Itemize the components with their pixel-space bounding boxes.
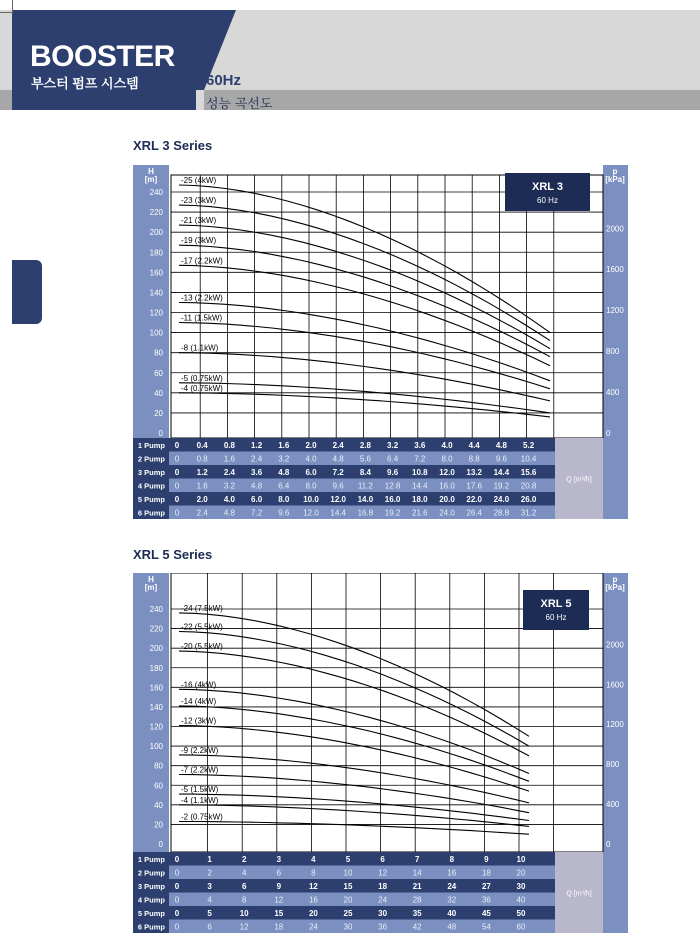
xrl3-y-tick: 220 xyxy=(149,208,163,218)
xrl5-q-value: 18 xyxy=(378,882,388,891)
xrl3-q-value: 12.0 xyxy=(303,508,319,518)
xrl5-pump-label: 1 Pump xyxy=(137,855,165,864)
xrl3-q-value: 18.0 xyxy=(412,495,428,504)
xrl5-curve-label: -12 (3kW) xyxy=(181,716,217,726)
xrl5-pump-label: 5 Pump xyxy=(137,909,165,918)
xrl3-q-value: 2.8 xyxy=(359,441,371,450)
xrl5-q-value: 24 xyxy=(447,882,457,891)
xrl3-q-value: 19.2 xyxy=(493,481,510,491)
xrl3-curve-label: -23 (3kW) xyxy=(181,196,217,206)
xrl3-q-value: 19.2 xyxy=(384,508,401,518)
xrl5-curve-label: -24 (7.5kW) xyxy=(181,603,223,613)
xrl3-q-value: 4.8 xyxy=(332,454,344,464)
xrl3-q-value: 1.6 xyxy=(196,481,208,491)
xrl3-q-value: 4.8 xyxy=(278,468,290,477)
xrl5-q-value: 27 xyxy=(481,882,491,891)
xrl5-p-tick: 2000 xyxy=(606,640,624,650)
xrl3-q-value: 14.4 xyxy=(412,481,428,491)
xrl3-q-value: 8.0 xyxy=(278,495,290,504)
xrl3-y-tick: 40 xyxy=(154,388,163,398)
header-white-gap xyxy=(196,90,204,110)
xrl5-q-value: 12 xyxy=(239,922,249,932)
xrl5-q-value: 14 xyxy=(412,868,422,878)
xrl3-q-value: 4.0 xyxy=(305,454,317,464)
xrl5-row-band xyxy=(169,893,555,907)
xrl3-p-unit: p xyxy=(612,167,618,176)
xrl5-q-value: 4 xyxy=(207,895,212,905)
xrl5-q-value: 48 xyxy=(447,922,457,932)
xrl5-q-value: 20 xyxy=(308,909,318,918)
xrl3-q-value: 9.6 xyxy=(495,454,507,464)
xrl3-y-tick: 20 xyxy=(154,408,163,418)
xrl5-row-band xyxy=(169,866,555,880)
xrl5-q-value: 2 xyxy=(207,868,212,878)
xrl3-q-value: 16.0 xyxy=(439,481,455,491)
xrl5-q-value: 18 xyxy=(274,922,284,932)
xrl5-q-value: 30 xyxy=(378,909,388,918)
xrl3-p-unit-kpa: [kPa] xyxy=(605,175,625,184)
xrl5-p-unit: p xyxy=(612,575,618,584)
xrl5-q-value: 21 xyxy=(412,882,422,891)
xrl3-q-value: 4.0 xyxy=(441,441,453,450)
xrl5-y-tick: 160 xyxy=(149,683,163,693)
xrl5-curve-label: -22 (5.5kW) xyxy=(181,622,223,632)
xrl3-q-value: 9.6 xyxy=(332,481,344,491)
xrl5-y-tick: 180 xyxy=(149,663,163,673)
xrl3-y-tick: 200 xyxy=(149,228,163,238)
xrl3-pump-label: 5 Pump xyxy=(137,495,165,504)
xrl5-q-value: 3 xyxy=(276,855,282,864)
xrl3-q-value: 8.0 xyxy=(441,454,453,464)
xrl5-y-tick: 60 xyxy=(154,781,163,791)
xrl3-q-value: 7.2 xyxy=(251,508,263,518)
xrl3-q-value: 0 xyxy=(174,508,180,518)
xrl5-q-value: 4 xyxy=(241,868,247,878)
xrl3-pump-label: 2 Pump xyxy=(137,454,165,464)
xrl3-q-value: 2.0 xyxy=(196,495,208,504)
xrl5-p-tick: 0 xyxy=(606,840,611,849)
xrl3-p-tick: 800 xyxy=(606,347,620,357)
xrl3-q-value: 2.4 xyxy=(196,508,208,518)
xrl3-q-value: 2.4 xyxy=(223,468,235,477)
xrl5-p-tick: 1200 xyxy=(606,720,624,730)
xrl5-q-value: 30 xyxy=(343,922,353,932)
xrl5-pump-label: 6 Pump xyxy=(137,922,165,932)
xrl3-q-value: 1.2 xyxy=(196,468,208,477)
xrl3-left-axis-band xyxy=(133,165,169,438)
xrl5-q-value: 10 xyxy=(516,855,526,864)
xrl5-y-tick: 140 xyxy=(149,702,163,712)
xrl5-q-value: 42 xyxy=(412,922,422,932)
xrl5-q-value: 6 xyxy=(207,922,212,932)
xrl5-p-unit-kpa: [kPa] xyxy=(605,583,625,592)
xrl5-q-value: 10 xyxy=(239,909,249,918)
xrl3-q-value: 12.8 xyxy=(384,481,401,491)
xrl3-y-tick: 60 xyxy=(154,368,163,378)
xrl5-curve-label: -4 (1.1kW) xyxy=(181,795,219,805)
xrl3-q-value: 6.0 xyxy=(305,468,317,477)
xrl3-curve-label: -17 (2.2kW) xyxy=(181,256,223,266)
xrl5-q-value: 32 xyxy=(447,895,457,905)
xrl3-q-value: 10.0 xyxy=(303,495,319,504)
xrl3-q-value: 17.6 xyxy=(466,481,482,491)
xrl3-y-tick: 120 xyxy=(149,308,163,318)
brand-subtitle: 부스터 펌프 시스템 xyxy=(31,76,139,91)
xrl3-h-unit: H xyxy=(148,167,154,176)
xrl3-q-value: 13.2 xyxy=(466,468,482,477)
chart-xrl3 xyxy=(133,165,628,520)
xrl3-y-tick: 80 xyxy=(154,348,163,358)
xrl3-q-value: 8.8 xyxy=(468,454,480,464)
xrl3-y-tick: 0 xyxy=(158,429,163,438)
xrl5-q-value: 28 xyxy=(412,895,422,905)
xrl5-row-band xyxy=(169,920,555,934)
xrl5-q-value: 4 xyxy=(311,855,316,864)
xrl3-p-tick: 1200 xyxy=(606,306,624,316)
xrl3-y-tick: 160 xyxy=(149,268,163,278)
xrl5-q-value: 50 xyxy=(516,909,526,918)
xrl5-q-value: 12 xyxy=(308,882,318,891)
xrl3-q-value: 22.0 xyxy=(466,495,482,504)
xrl3-q-value: 26.0 xyxy=(520,495,537,504)
xrl3-q-value: 14.0 xyxy=(357,495,374,504)
xrl5-pump-label: 2 Pump xyxy=(137,868,165,878)
xrl3-curve-label: -19 (3kW) xyxy=(181,236,217,246)
xrl5-p-tick: 1600 xyxy=(606,680,624,690)
xrl5-p-tick: 800 xyxy=(606,760,620,770)
xrl3-q-value: 7.2 xyxy=(414,454,426,464)
xrl3-q-value: 4.4 xyxy=(468,441,480,450)
xrl5-q-unit-label: Q [m³/h] xyxy=(566,890,592,898)
xrl5-model-name: XRL 5 xyxy=(540,598,572,610)
xrl5-q-value: 16 xyxy=(447,868,457,878)
xrl3-q-value: 20.8 xyxy=(520,481,537,491)
xrl5-curve-label: -14 (4kW) xyxy=(181,696,217,706)
xrl3-q-value: 3.2 xyxy=(223,481,235,491)
crop-mark xyxy=(0,0,13,13)
xrl3-q-value: 4.8 xyxy=(251,481,263,491)
xrl5-q-value: 0 xyxy=(174,909,180,918)
xrl5-y-tick: 240 xyxy=(149,605,163,614)
xrl3-curve-label: -13 (2.2kW) xyxy=(181,293,223,303)
xrl5-q-value: 36 xyxy=(481,895,491,905)
xrl5-right-table-band xyxy=(603,852,628,933)
xrl5-q-value: 6 xyxy=(241,882,247,891)
xrl5-q-value: 5 xyxy=(207,909,212,918)
xrl5-q-value: 6 xyxy=(276,868,282,878)
xrl5-y-tick: 220 xyxy=(149,624,163,634)
xrl3-y-tick: 100 xyxy=(149,328,163,338)
xrl5-h-unit-m: [m] xyxy=(144,583,158,592)
xrl3-q-value: 0 xyxy=(174,481,180,491)
xrl3-q-value: 1.6 xyxy=(223,454,235,464)
xrl3-p-tick: 0 xyxy=(606,429,611,438)
xrl5-q-value: 0 xyxy=(174,868,180,878)
xrl5-model-hz: 60 Hz xyxy=(545,613,567,622)
xrl3-q-value: 7.2 xyxy=(332,468,344,477)
xrl5-q-value: 0 xyxy=(174,882,180,891)
xrl5-curve-label: -16 (4kW) xyxy=(181,680,217,690)
xrl3-q-value: 5.2 xyxy=(523,441,535,450)
xrl5-q-value: 15 xyxy=(343,882,353,891)
xrl5-q-value: 18 xyxy=(481,868,491,878)
xrl5-q-value: 30 xyxy=(516,882,526,891)
brand-title: BOOSTER xyxy=(30,40,175,73)
xrl5-q-value: 3 xyxy=(207,882,212,891)
xrl5-q-value: 0 xyxy=(174,922,180,932)
xrl5-p-tick: 400 xyxy=(606,800,620,810)
xrl3-p-tick: 2000 xyxy=(606,224,624,234)
xrl3-q-value: 5.6 xyxy=(359,454,371,464)
xrl3-q-value: 9.6 xyxy=(278,508,290,518)
xrl3-q-value: 2.4 xyxy=(251,454,263,464)
xrl5-y-tick: 100 xyxy=(149,742,163,752)
xrl5-row-band xyxy=(169,879,555,893)
xrl3-q-value: 12.0 xyxy=(439,468,455,477)
xrl3-model-hz: 60 Hz xyxy=(537,196,558,205)
xrl5-q-value: 15 xyxy=(274,909,284,918)
xrl3-pump-label: 4 Pump xyxy=(137,481,165,491)
xrl3-q-value: 3.2 xyxy=(278,454,290,464)
xrl3-q-value: 15.6 xyxy=(520,468,537,477)
xrl3-q-value: 28.8 xyxy=(493,508,510,518)
xrl3-q-value: 0 xyxy=(174,454,180,464)
xrl5-q-value: 54 xyxy=(481,922,491,932)
xrl5-q-value: 36 xyxy=(378,922,388,932)
xrl5-left-axis-band xyxy=(133,573,169,852)
xrl3-curve-label: -8 (1.1kW) xyxy=(181,343,219,353)
xrl3-y-tick: 140 xyxy=(149,288,163,298)
xrl3-q-value: 11.2 xyxy=(357,481,373,491)
xrl3-q-value: 8.0 xyxy=(305,481,317,491)
xrl3-q-value: 1.2 xyxy=(251,441,263,450)
xrl3-q-value: 12.0 xyxy=(330,495,346,504)
xrl3-q-value: 24.0 xyxy=(439,508,455,518)
xrl5-curve-label: -9 (2.2kW) xyxy=(181,745,219,755)
xrl3-y-tick: 180 xyxy=(149,248,163,258)
xrl5-q-value: 8 xyxy=(241,895,247,905)
xrl3-pump-label: 3 Pump xyxy=(137,468,165,477)
side-index-tab xyxy=(12,260,42,324)
xrl5-q-value: 8 xyxy=(449,855,455,864)
xrl5-q-value: 12 xyxy=(274,895,284,905)
xrl5-q-value: 24 xyxy=(378,895,388,905)
xrl3-y-tick: 240 xyxy=(149,188,163,197)
xrl3-q-value: 21.6 xyxy=(412,508,428,518)
frequency-label: 60Hz xyxy=(206,72,242,89)
xrl5-y-tick: 40 xyxy=(154,800,163,810)
xrl3-curve-label: -11 (1.5kW) xyxy=(181,313,223,323)
xrl3-q-value: 4.0 xyxy=(223,495,235,504)
xrl5-y-tick: 80 xyxy=(154,761,163,771)
xrl3-right-table-band xyxy=(603,438,628,519)
xrl5-right-axis-band xyxy=(603,573,628,852)
xrl5-curve-label: -5 (1.5kW) xyxy=(181,785,219,795)
xrl5-q-value: 9 xyxy=(484,855,489,864)
xrl5-pump-label: 4 Pump xyxy=(137,895,165,905)
xrl3-q-value: 26.4 xyxy=(466,508,482,518)
xrl5-q-value: 6 xyxy=(380,855,385,864)
xrl5-q-value: 0 xyxy=(174,855,180,864)
xrl3-pump-label: 1 Pump xyxy=(137,441,165,450)
xrl3-q-value: 0.8 xyxy=(196,454,208,464)
xrl3-q-value: 0.4 xyxy=(196,441,208,450)
xrl5-q-value: 2 xyxy=(241,855,247,864)
xrl5-q-value: 45 xyxy=(481,909,491,918)
xrl5-h-unit: H xyxy=(148,575,154,584)
xrl5-y-tick: 20 xyxy=(154,820,163,830)
xrl3-q-value: 14.4 xyxy=(330,508,346,518)
xrl3-q-value: 31.2 xyxy=(520,508,537,518)
xrl3-q-value: 3.6 xyxy=(251,468,263,477)
xrl3-q-value: 3.2 xyxy=(387,441,399,450)
xrl3-q-value: 24.0 xyxy=(493,495,510,504)
xrl5-curve-label: -2 (0.75kW) xyxy=(181,812,223,822)
xrl3-curve-label: -4 (0.75kW) xyxy=(181,383,223,393)
xrl5-q-value: 40 xyxy=(516,895,526,905)
xrl5-q-value: 8 xyxy=(311,868,316,878)
xrl3-model-name: XRL 3 xyxy=(532,181,563,193)
xrl3-q-value: 8.4 xyxy=(359,468,371,477)
xrl3-q-value: 0 xyxy=(174,495,180,504)
xrl3-q-value: 16.8 xyxy=(357,508,374,518)
xrl5-q-value: 25 xyxy=(343,909,353,918)
xrl5-q-value: 20 xyxy=(343,895,353,905)
xrl5-q-value: 1 xyxy=(207,855,212,864)
xrl3-q-value: 3.6 xyxy=(414,441,426,450)
xrl5-q-value: 60 xyxy=(516,922,526,932)
xrl3-q-value: 0 xyxy=(174,468,180,477)
xrl3-q-value: 4.8 xyxy=(223,508,235,518)
xrl5-q-value: 20 xyxy=(516,868,526,878)
xrl3-curve-label: -5 (0.75kW) xyxy=(181,373,223,383)
xrl3-q-value: 10.4 xyxy=(520,454,537,464)
xrl3-q-value: 16.0 xyxy=(384,495,401,504)
series-title-xrl3: XRL 3 Series xyxy=(133,138,213,153)
xrl3-q-value: 6.4 xyxy=(278,481,290,491)
xrl3-q-value: 14.4 xyxy=(493,468,510,477)
xrl5-y-tick: 200 xyxy=(149,644,163,654)
xrl3-q-value: 4.8 xyxy=(495,441,507,450)
series-title-xrl5: XRL 5 Series xyxy=(133,547,213,562)
xrl5-row-band xyxy=(169,906,555,920)
xrl3-curve-label: -21 (3kW) xyxy=(181,216,217,226)
xrl3-q-value: 9.6 xyxy=(387,468,399,477)
xrl5-q-value: 0 xyxy=(174,895,180,905)
xrl5-q-value: 16 xyxy=(308,895,318,905)
xrl3-q-value: 10.8 xyxy=(412,468,428,477)
xrl5-row-band xyxy=(169,852,555,866)
xrl3-q-value: 2.0 xyxy=(305,441,317,450)
xrl3-q-unit-label: Q [m³/h] xyxy=(566,476,592,484)
xrl5-q-value: 12 xyxy=(378,868,388,878)
xrl5-q-value: 7 xyxy=(414,855,420,864)
xrl5-q-value: 5 xyxy=(345,855,351,864)
xrl3-h-unit-m: [m] xyxy=(144,175,158,184)
xrl5-q-value: 35 xyxy=(412,909,422,918)
xrl3-q-value: 0 xyxy=(174,441,180,450)
xrl3-q-value: 20.0 xyxy=(439,495,455,504)
xrl5-q-value: 40 xyxy=(447,909,457,918)
xrl5-q-value: 9 xyxy=(276,882,282,891)
xrl3-q-value: 1.6 xyxy=(278,441,290,450)
xrl5-model-box xyxy=(523,590,589,630)
xrl3-pump-label: 6 Pump xyxy=(137,508,165,518)
xrl3-q-value: 6.4 xyxy=(387,454,399,464)
xrl3-q-value: 2.4 xyxy=(332,441,344,450)
xrl5-q-value: 24 xyxy=(308,922,318,932)
xrl3-q-value: 0.8 xyxy=(223,441,235,450)
xrl3-q-value: 6.0 xyxy=(251,495,263,504)
xrl5-curve-label: -7 (2.2kW) xyxy=(181,765,219,775)
xrl5-q-value: 10 xyxy=(343,868,353,878)
chart-xrl5 xyxy=(133,573,628,935)
xrl3-curve-label: -25 (4kW) xyxy=(181,175,217,185)
xrl3-p-tick: 1600 xyxy=(606,265,624,275)
section-label: 성능 곡선도 xyxy=(206,96,273,111)
xrl5-pump-label: 3 Pump xyxy=(137,882,165,891)
xrl5-y-tick: 0 xyxy=(158,840,163,849)
xrl5-y-tick: 120 xyxy=(149,722,163,732)
xrl5-curve-label: -20 (5.5kW) xyxy=(181,642,223,652)
xrl3-p-tick: 400 xyxy=(606,388,620,398)
